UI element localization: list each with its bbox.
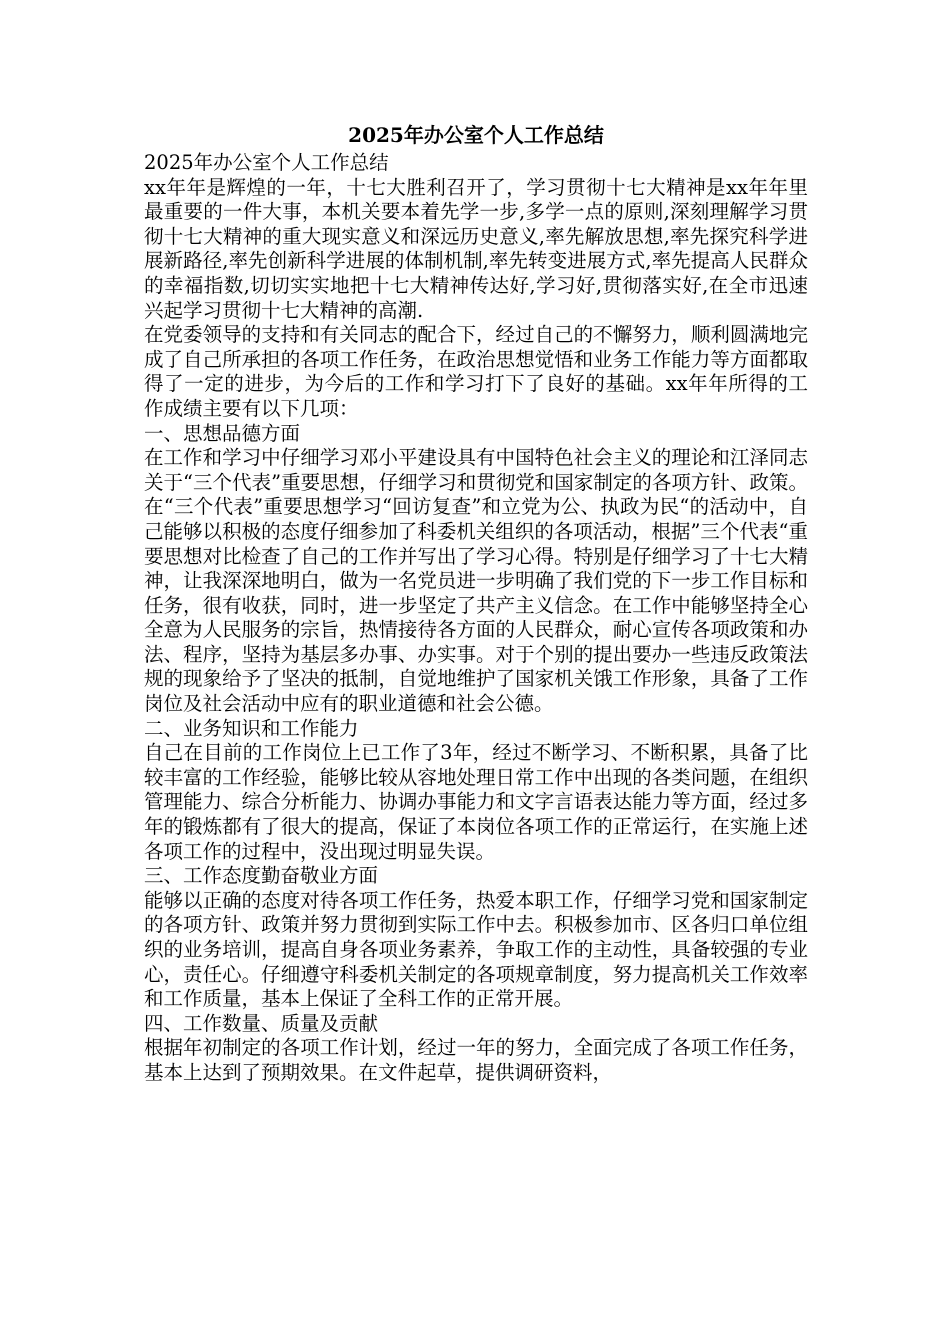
skills-paragraph: 自己在目前的工作岗位上已工作了3年，经过不断学习、不断积累，具备了比较丰富的工作经验，能够比较从容地处理日常工作中出现的各类问题，在组织管理能力、综合分析能力、协调办事能力和文字言语表达能力等方面，经过多年的锻炼都有了很大的提高，保证了本岗位各项工作的正常运行，在实施上述各项工作的过程中，没出现过明显失误。: [144, 741, 808, 863]
section-heading-ideology: 一、思想品德方面: [144, 421, 301, 445]
subtitle-paragraph: 2025年办公室个人工作总结: [144, 151, 389, 174]
document-title: 2025年办公室个人工作总结: [348, 123, 604, 147]
intro-paragraph: xx年年是辉煌的一年，十七大胜利召开了，学习贯彻十七大精神是xx年年里最重要的一件大事，本机关要本着先学一步,多学一点的原则,深刻理解学习贯彻十七大精神的重大现实意义和深远历史意义,率先解放思想,率先探究科学进展新路径,率先创新科学进展的体制机制,率先转变进展方式,率先提高人民群众的幸福指数,切切实实地把十七大精神传达好,学习好,贯彻落实好,在全市迅速兴起学习贯彻十七大精神的高潮.: [144, 175, 808, 322]
ideology-paragraph: 在工作和学习中仔细学习邓小平建设具有中国特色社会主义的理论和江泽同志关于“三个代表”重要思想，仔细学习和贯彻党和国家制定的各项方针、政策。在“三个代表”重要思想学习“回访复查”和立党为公、执政为民“的活动中，自己能够以积极的态度仔细参加了科委机关组织的各项活动，根据”三个代表“重要思想对比检查了自己的工作并写出了学习心得。特别是仔细学习了十七大精神，让我深深地明白，做为一名党员进一步明确了我们党的下一步工作目标和任务，很有收获，同时，进一步坚定了共产主义信念。在工作中能够坚持全心全意为人民服务的宗旨，热情接待各方面的人民群众，耐心宣传各项政策和办法、程序，坚持为基层多办事、办实事。对于个别的提出要办一些违反政策法规的现象给予了坚决的抵制，自觉地维护了国家机关饿工作形象，具备了工作岗位及社会活动中应有的职业道德和社会公德。: [144, 446, 808, 716]
document-body: [144, 122, 808, 1086]
section-heading-contribution: 四、工作数量、质量及贡献: [144, 1011, 379, 1035]
section-heading-attitude: 三、工作态度勤奋敬业方面: [144, 864, 379, 888]
summary-paragraph: 在党委领导的支持和有关同志的配合下，经过自己的不懈努力，顺利圆满地完成了自己所承担的各项工作任务，在政治思想觉悟和业务工作能力等方面都取得了一定的进步，为今后的工作和学习打下了良好的基础。xx年年所得的工作成绩主要有以下几项：: [144, 323, 808, 420]
attitude-paragraph: 能够以正确的态度对待各项工作任务，热爱本职工作，仔细学习党和国家制定的各项方针、政策并努力贯彻到实际工作中去。积极参加市、区各归口单位组织的业务培训，提高自身各项业务素养，争取工作的主动性，具备较强的专业心，责任心。仔细遵守科委机关制定的各项规章制度，努力提高机关工作效率和工作质量，基本上保证了全科工作的正常开展。: [144, 888, 808, 1011]
contribution-paragraph: 根据年初制定的各项工作计划，经过一年的努力，全面完成了各项工作任务，基本上达到了预期效果。在文件起草，提供调研资料，: [144, 1036, 808, 1084]
section-heading-skills: 二、业务知识和工作能力: [144, 716, 359, 740]
